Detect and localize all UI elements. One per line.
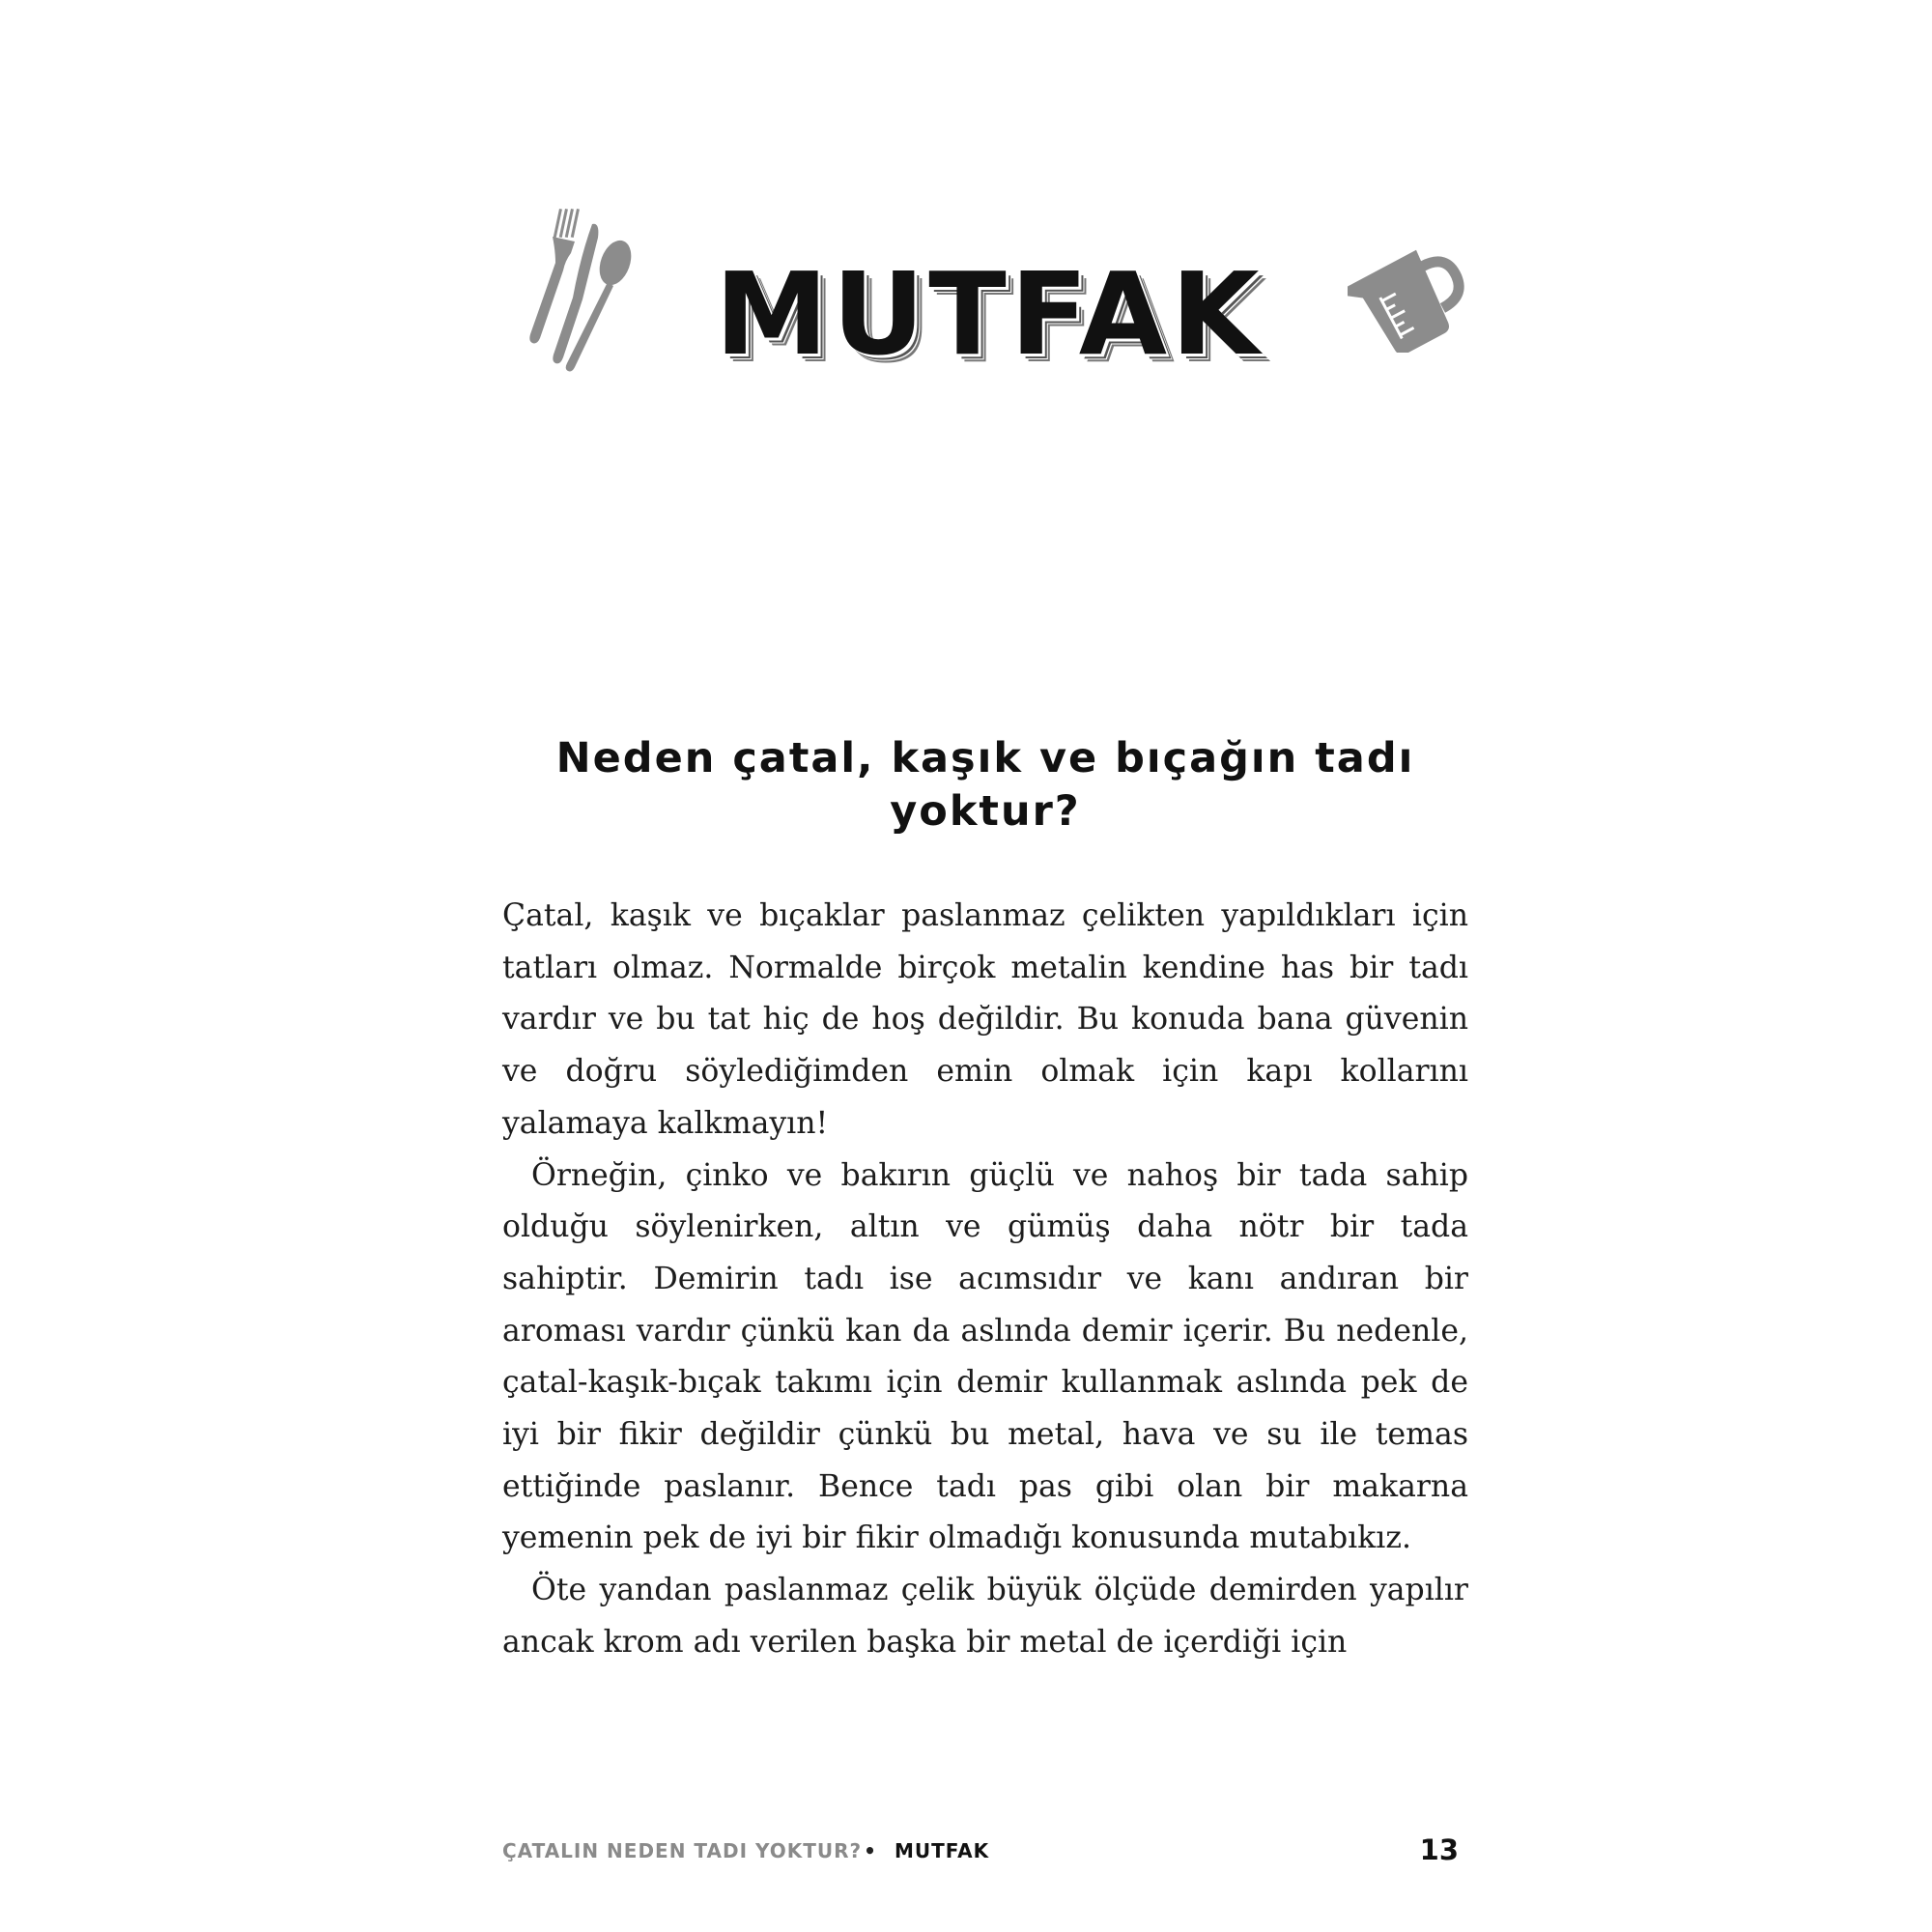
running-head-book-title: ÇATALIN NEDEN TADI YOKTUR? bbox=[502, 1839, 863, 1862]
paragraph: Çatal, kaşık ve bıçaklar paslanmaz çelikten yapıldıkları için tatları olmaz. Normalde birçok metalin kendine has bir tadı vardır ve bu tat hiç de hoş değildir. Bu konuda bana güvenin ve doğru söylediğimden emin olmak için kapı kollarını yalamaya kalkmayın! bbox=[502, 898, 1468, 1141]
chapter-header bbox=[502, 193, 1478, 386]
body-text bbox=[502, 891, 1468, 1669]
chapter-title: MUTFAK bbox=[715, 247, 1264, 381]
running-head bbox=[502, 1839, 989, 1862]
measuring-jug-icon bbox=[1348, 237, 1473, 353]
paragraph: Öte yandan paslanmaz çelik büyük ölçüde demirden yapılır ancak krom adı verilen başka bir metal de içerdiği için bbox=[502, 1573, 1468, 1660]
page-footer bbox=[502, 1833, 1468, 1872]
running-head-chapter: MUTFAK bbox=[894, 1839, 990, 1862]
running-head-separator: • bbox=[864, 1839, 877, 1862]
page-number: 13 bbox=[1419, 1833, 1459, 1866]
cutlery-icon bbox=[526, 203, 633, 372]
paragraph: Örneğin, çinko ve bakırın güçlü ve nahoş bir tada sahip olduğu söylenirken, altın ve gümüş daha nötr bir tada sahiptir. Demirin tadı ise acımsıdır ve kanı andıran bir aroması vardır çünkü kan da aslında demir içerir. Bu nedenle, çatal-kaşık-bıçak takımı için demir kullanmak aslında pek de iyi bir fikir değildir çünkü bu metal, hava ve su ile temas ettiğinde paslanır. Bence tadı pas gibi olan bir makarna yemenin pek de iyi bir fikir olmadığı konusunda mutabıkız. bbox=[502, 1157, 1468, 1556]
section-heading: Neden çatal, kaşık ve bıçağın tadı yoktur? bbox=[555, 734, 1415, 836]
